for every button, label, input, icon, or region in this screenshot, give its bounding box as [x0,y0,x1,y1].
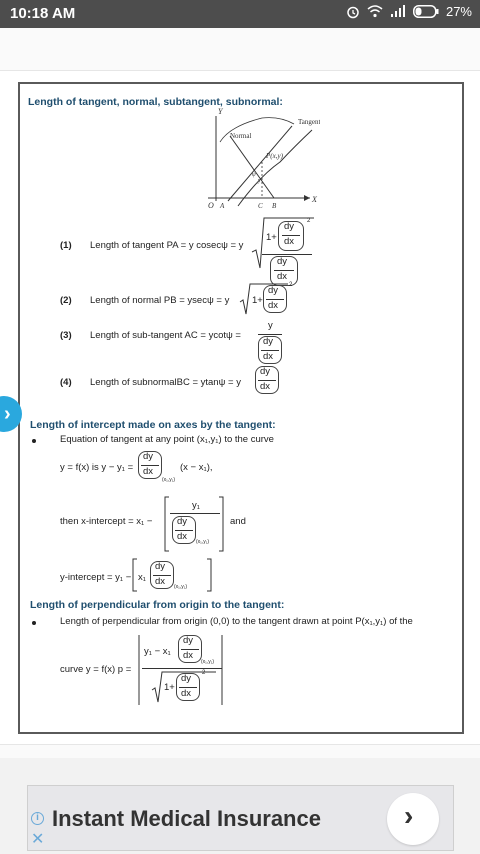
tangent-normal-diagram [190,106,320,216]
curve-p-text: curve y = f(x) p = [60,664,132,675]
ad-title[interactable]: Instant Medical Insurance [52,806,321,831]
frac-dx: dx [143,466,154,477]
frac-dy: dy [181,673,192,684]
superscript-2: 2 [289,282,293,288]
frac-dx: dx [268,300,279,311]
subscript-point: (x₁,y₁) [174,584,188,590]
x-intercept-text: then x-intercept = x₁ − [60,516,153,527]
heading-perpendicular: Length of perpendicular from origin to the tangent: [30,599,285,611]
y-intercept-text: y-intercept = y₁ − [60,572,132,583]
info-icon[interactable]: i [31,812,44,825]
tangent-equation-text: Equation of tangent at any point (x₁,y₁) to the curve [60,434,274,445]
chevron-right-icon: › [4,403,11,425]
frac-dy: dy [284,221,295,232]
psi-label: ψ [252,172,256,178]
x-axis-label: X [312,195,317,204]
point-p-label: P(x,y) [266,152,283,160]
signal-icon [390,5,406,18]
heading-intercept: Length of intercept made on axes by the tangent: [30,419,276,431]
bullet [32,439,36,443]
superscript-2: 2 [202,670,206,676]
normal-label: Normal [230,132,252,140]
status-icons [346,4,472,19]
subtangent-length-text: Length of sub-tangent AC = ycotψ = [90,330,241,341]
frac-dy: dy [263,336,274,347]
frac-line [142,668,222,669]
origin-label: O [208,201,214,210]
alarm-icon [346,5,360,19]
frac-line [262,254,312,255]
bullet [32,621,36,625]
frac-dy: dy [268,285,279,296]
subscript-point: (x₁,y₁) [196,539,210,545]
frac-line [258,334,282,335]
frac-dy: dy [183,635,194,646]
y-axis-label: Y [218,107,223,116]
item-number: (2) [60,295,72,306]
frac-dx: dx [181,688,192,699]
frac-dx: dx [284,236,295,247]
x1-text: x₁ [138,572,146,583]
y-length-label: y [258,178,261,184]
tangent-length-text: Length of tangent PA = y cosecψ = y [90,240,244,251]
ad-open-button[interactable] [387,793,439,845]
wifi-icon [367,5,383,18]
frac-y1: y₁ [192,500,200,511]
point-b-label: B [272,202,277,210]
frac-dx: dx [155,576,166,587]
one-plus: 1+ [164,682,175,693]
frac-dy: dy [143,451,154,462]
heading-tangent-normal: Length of tangent, normal, subtangent, subnormal: [28,96,283,108]
numerator-text: y₁ − x₁ [144,646,171,657]
frac-y: y [268,320,273,331]
item-number: (1) [60,240,72,251]
one-plus: 1+ [266,232,277,243]
one-plus: 1+ [252,295,263,306]
status-bar [0,0,480,28]
curve-equation: y = f(x) is y − y₁ = [60,462,134,473]
and-text: and [230,516,246,527]
status-time: 10:18 AM [10,5,76,22]
point-a-label: A [220,202,225,210]
frac-dx: dx [277,271,288,282]
subscript-point: (x₁,y₁) [162,477,176,483]
tangent-label: Tangent [298,118,320,126]
frac-dx: dx [260,381,271,392]
perpendicular-text: Length of perpendicular from origin (0,0) to the tangent drawn at point P(x₁,y₁) of the [60,616,413,627]
battery-percent: 27% [445,4,472,19]
frac-dy: dy [260,366,271,377]
frac-dy: dy [277,256,288,267]
normal-length-text: Length of normal PB = ysecψ = y [90,295,230,306]
frac-line [170,513,220,514]
frac-dx: dx [263,351,274,362]
curve-equation-tail: (x − x₁), [180,462,213,473]
frac-dx: dx [183,650,194,661]
frac-dy: dy [155,561,166,572]
close-icon[interactable]: ✕ [31,831,45,848]
ad-banner[interactable] [27,785,454,851]
item-number: (3) [60,330,72,341]
frac-dy: dy [177,516,188,527]
superscript-2: 2 [307,218,311,224]
formula-page [18,82,464,734]
subnormal-length-text: Length of subnormalBC = ytanψ = y [90,377,241,388]
item-number: (4) [60,377,72,388]
point-c-label: C [258,202,263,210]
battery-icon [413,5,439,18]
frac-dx: dx [177,531,188,542]
subscript-point: (x₁,y₁) [201,659,215,665]
chevron-right-icon: › [404,800,414,831]
